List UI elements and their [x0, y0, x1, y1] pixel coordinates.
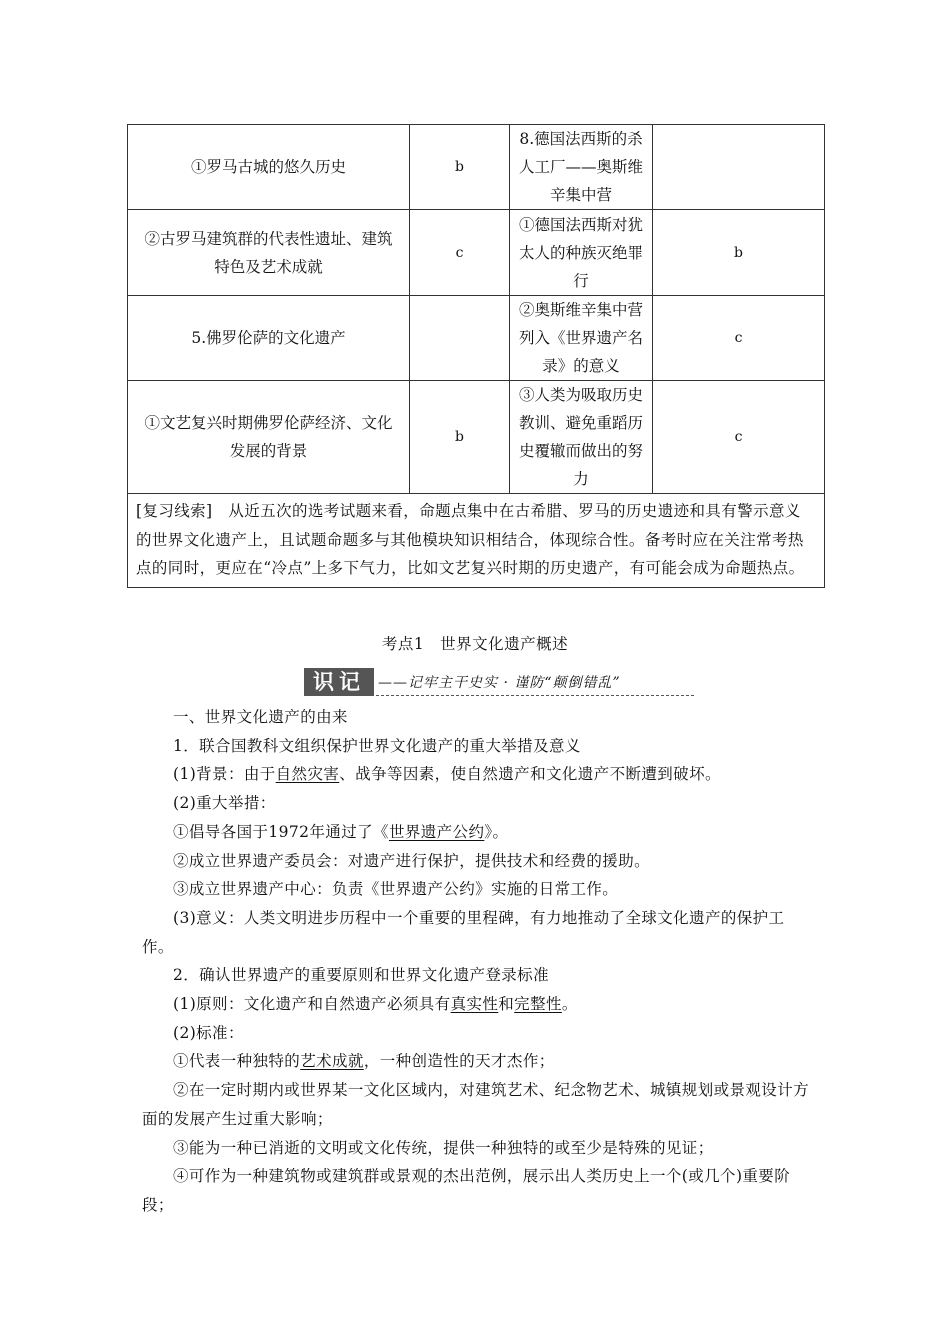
underlined-term: 世界遗产公约 [388, 822, 485, 841]
underlined-term: 完整性 [514, 995, 562, 1014]
table-cell-topic: 5.佛罗伦萨的文化遗产 [128, 296, 410, 381]
list-item: ①代表一种独特的艺术成就，一种创造性的天才杰作； [173, 1052, 555, 1071]
banner-divider [376, 695, 694, 696]
table-cell-level [653, 125, 825, 210]
review-clue-text: [复习线索] 从近五次的选考试题来看，命题点集中在古希腊、罗马的历史遗迹和具有警示意义的世界文化遗产上，且试题命题多与其他模块知识相结合，体现综合性。备考时应在关注常考热点的同时，更应在“冷点”上多下气力，比如文艺复兴时期的历史遗产，有可能会成为命题热点。 [128, 494, 825, 588]
table-row [128, 210, 825, 296]
table-row [128, 381, 825, 494]
table-cell-topic: ①罗马古城的悠久历史 [128, 125, 410, 210]
exam-requirements-table [127, 124, 825, 588]
list-item: ③能为一种已消逝的文明或文化传统，提供一种独特的或至少是特殊的见证； [173, 1138, 714, 1157]
table-cell-topic: ①文艺复兴时期佛罗伦萨经济、文化发展的背景 [128, 381, 410, 494]
table-cell-topic: ②古罗马建筑群的代表性遗址、建筑特色及艺术成就 [128, 210, 410, 296]
list-item: ①倡导各国于1972年通过了《世界遗产公约》。 [173, 822, 509, 841]
list-item: ④可作为一种建筑物或建筑群或景观的杰出范例，展示出人类历史上一个(或几个)重要阶段； [142, 1167, 791, 1214]
table-cell-level: b [653, 210, 825, 296]
table-cell-level: c [410, 210, 510, 296]
banner-label: 识记 [304, 668, 374, 696]
table-row [128, 125, 825, 210]
underlined-term: 艺术成就 [300, 1052, 364, 1071]
paragraph-principle: (1)原则：文化遗产和自然遗产必须具有真实性和完整性。 [173, 995, 578, 1014]
heading-origin: 一、世界文化遗产的由来 [173, 708, 348, 726]
table-cell-level: b [410, 381, 510, 494]
memorize-banner [304, 668, 694, 698]
table-row [128, 296, 825, 381]
paragraph-measures-title: (2)重大举措： [173, 794, 276, 813]
list-item: ②在一定时期内或世界某一文化区域内，对建筑艺术、纪念物艺术、城镇规划或景观设计方面的发展产生过重大影响； [142, 1081, 810, 1128]
section-title: 考点1 世界文化遗产概述 [381, 635, 569, 653]
list-item: ②成立世界遗产委员会：对遗产进行保护，提供技术和经费的援助。 [173, 851, 651, 870]
table-cell-topic: ③人类为吸取历史教训、避免重蹈历史覆辙而做出的努力 [510, 381, 653, 494]
table-cell-level [410, 296, 510, 381]
subheading-measures: 1．联合国教科文组织保护世界文化遗产的重大举措及意义 [173, 736, 581, 755]
paragraph-significance: (3)意义：人类文明进步历程中一个重要的里程碑，有力地推动了全球文化遗产的保护工作。 [142, 908, 785, 956]
list-item: ③成立世界遗产中心：负责《世界遗产公约》实施的日常工作。 [173, 880, 619, 899]
table-row-review-clue [128, 494, 825, 588]
content-body [142, 703, 814, 1220]
table-cell-topic: ①德国法西斯对犹太人的种族灭绝罪行 [510, 210, 653, 296]
paragraph-background: (1)背景：由于自然灾害、战争等因素，使自然遗产和文化遗产不断遭到破坏。 [173, 765, 721, 784]
table-cell-topic: 8.德国法西斯的杀人工厂——奥斯维辛集中营 [510, 125, 653, 210]
underlined-term: 自然灾害 [275, 765, 340, 784]
paragraph-standard-title: (2)标准： [173, 1023, 244, 1042]
table-cell-level: c [653, 296, 825, 381]
table-cell-level: c [653, 381, 825, 494]
subheading-criteria: 2．确认世界遗产的重要原则和世界文化遗产登录标准 [173, 966, 549, 985]
underlined-term: 真实性 [450, 995, 499, 1014]
banner-subtitle: ——记牢主干史实 · 谨防“颠倒错乱” [378, 675, 621, 691]
table-cell-topic: ②奥斯维辛集中营列入《世界遗产名录》的意义 [510, 296, 653, 381]
table-cell-level: b [410, 125, 510, 210]
